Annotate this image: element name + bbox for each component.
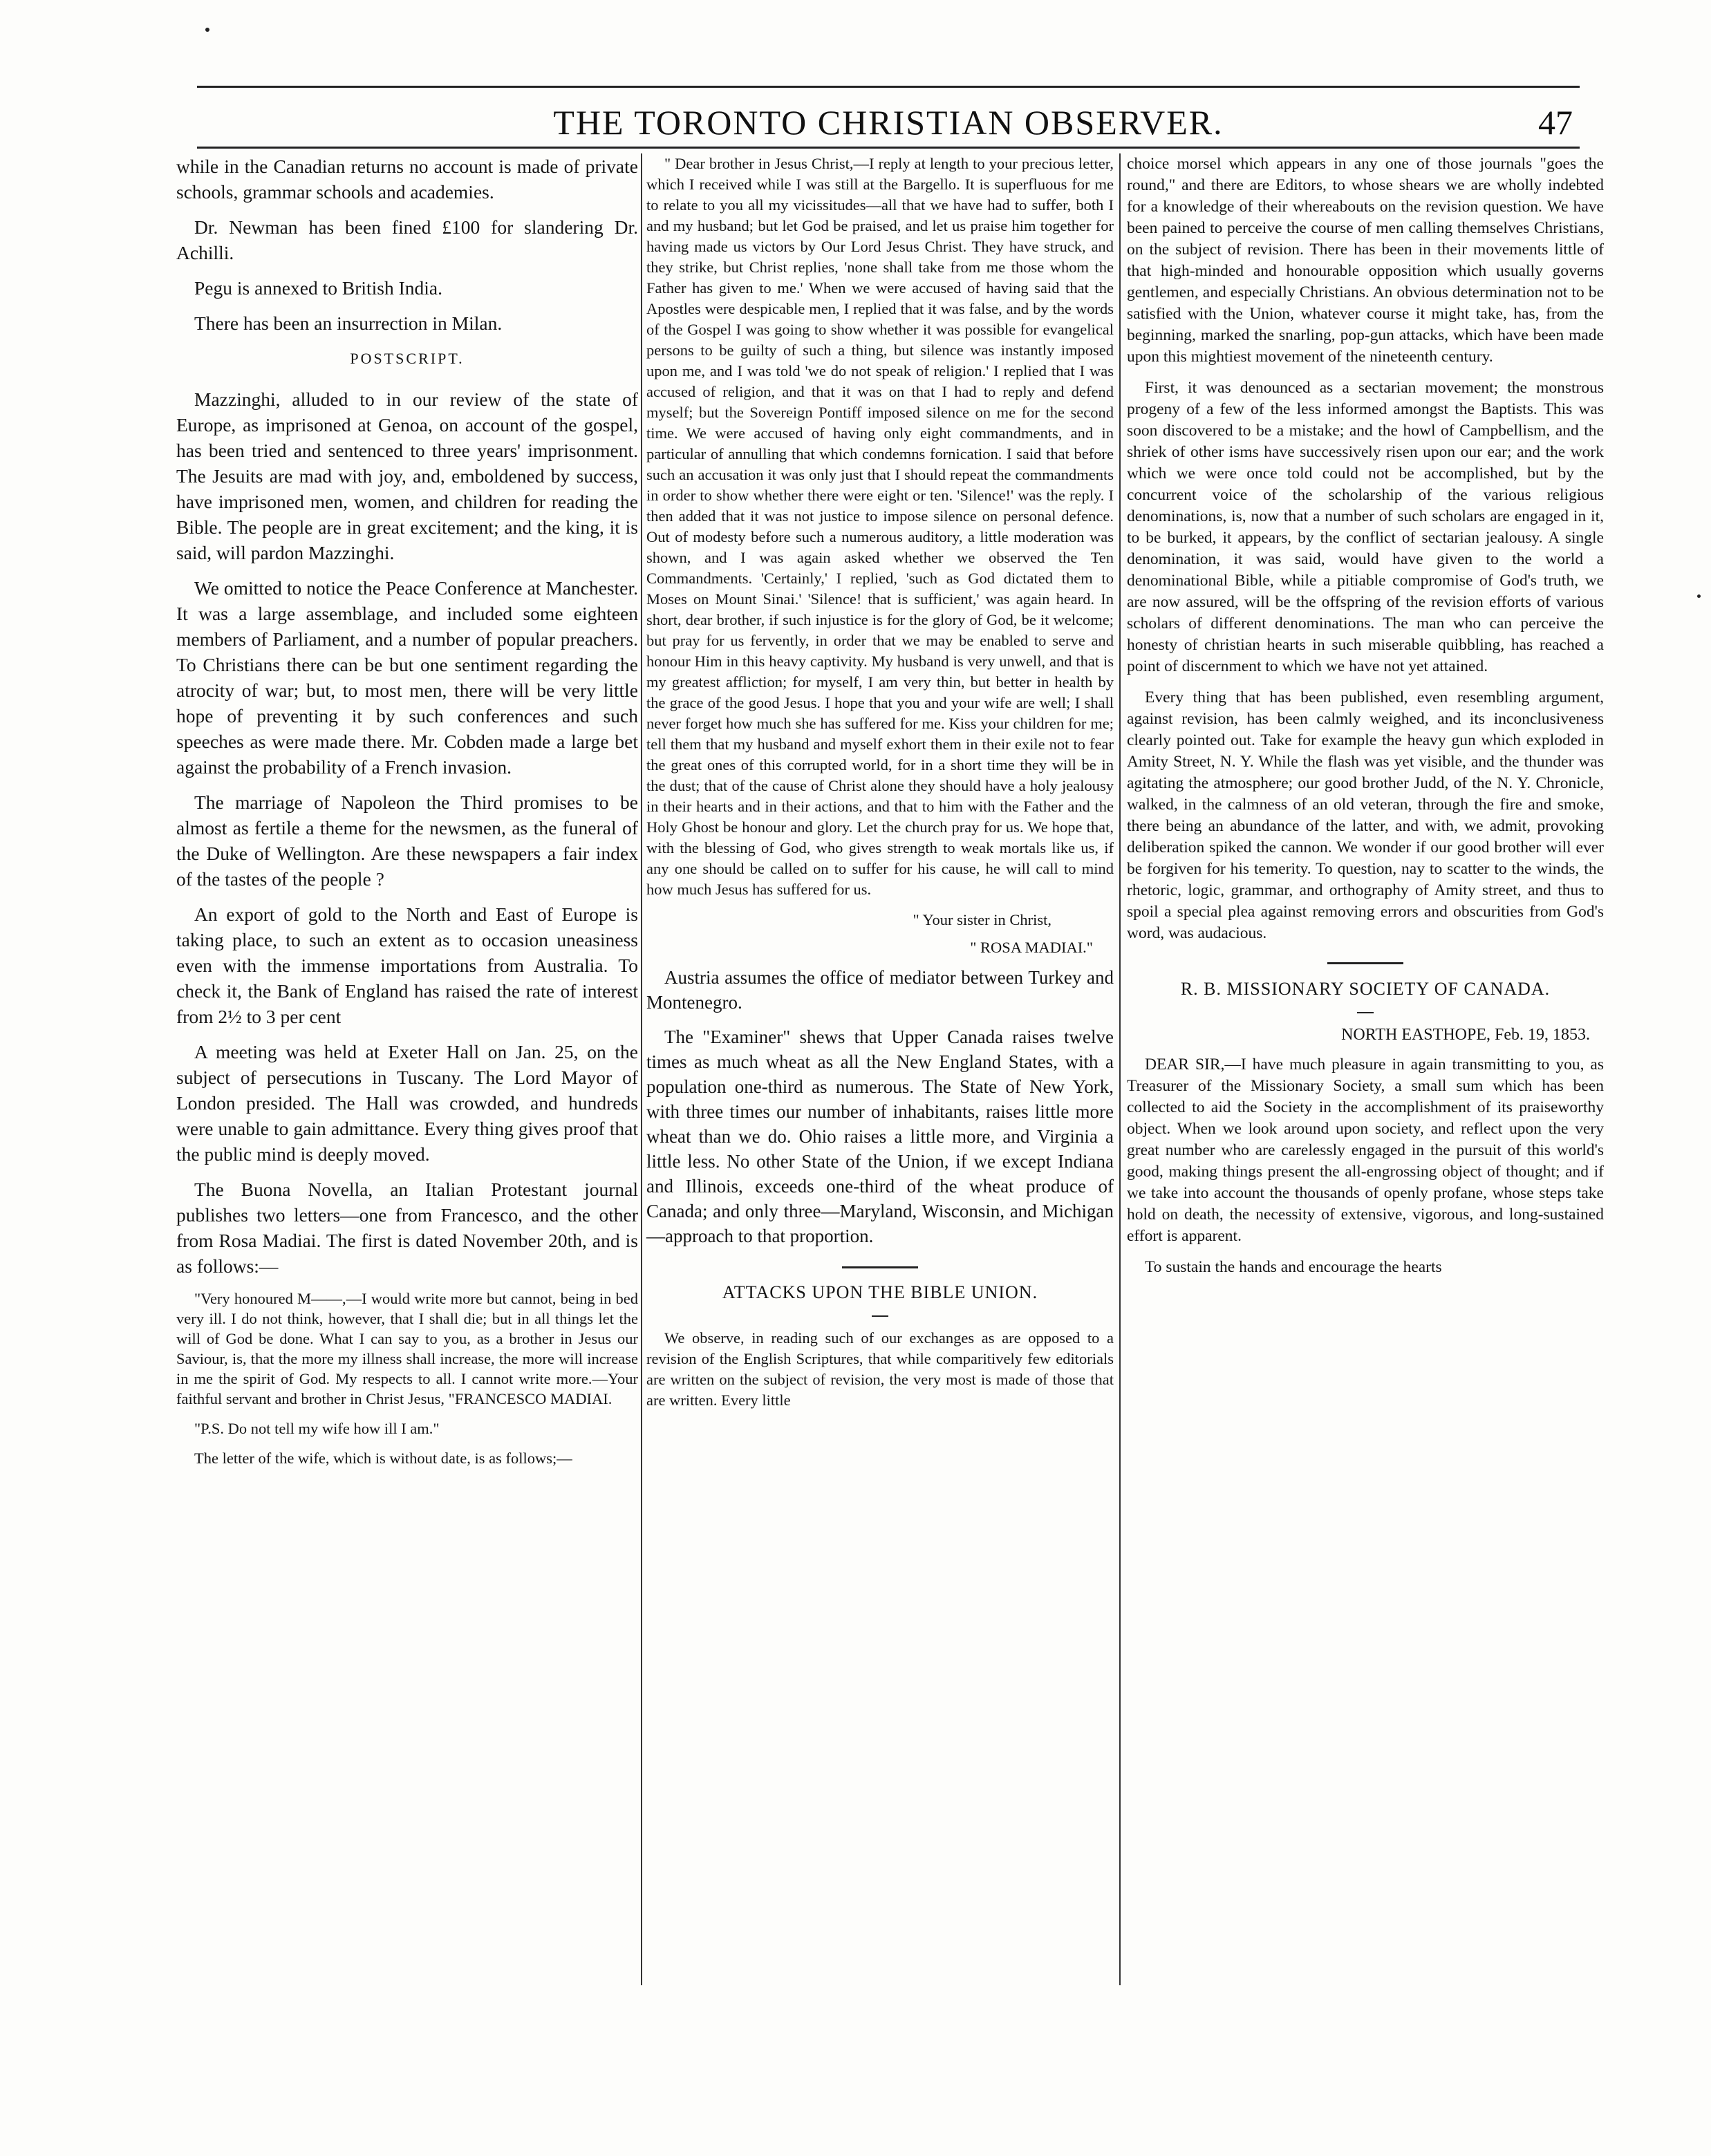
article-paragraph: Every thing that has been published, even resembling argument, against revision, has been calmly weighed, and its inconclusiveness clearly pointed out. Take for example the heavy gun which exploded in Amity Street, N. Y. While the flash was yet visible, and the thunder was agitating the atmosphere; our good brother Judd, of the N. Y. Chronicle, walked, in the calmness of an old veteran, through the fire and smoke, there being an abundance of the latter, and with, we admit, provoking deliberation spiked the cannon. We wonder if our good brother will ever be forgiven for his temerity. To question, nay to scatter to the winds, the rhetoric, logic, grammar, and orthography of Amity street, and thus to spoil a special plea against removing errors and obscurities from God's word, was audacious. — [1127, 688, 1604, 942]
page-number: 47 — [1538, 103, 1573, 142]
letter-signature-name: " ROSA MADIAI." — [970, 939, 1093, 956]
article-paragraph: We omitted to notice the Peace Conference at Manchester. It was a large assemblage, and included some eighteen members of Parliament, and a number of popular preachers. To Christians there can be but one sentiment regarding the atrocity of war; but, to most men, there will be very little hope of preventing it by such conferences and such speeches as were made there. Mr. Cobden made a large bet against the probability of a French invasion. — [176, 577, 638, 778]
section-divider — [872, 1315, 888, 1317]
article-paragraph: First, it was denounced as a sectarian movement; the monstrous progeny of a few of the less informed amongst the Baptists. This was soon discovered to be a mistake; and the howl of Campbellism, and the shriek of other isms have successively risen upon our ear; and the work which we were once told could not be accomplished, but by the concurrent voice of the scholarship of the various religious denominations, is, now that a number of such scholars are engaged in it, to be burked, it appears, by the conflict of sectarian jealousy. A single denomination, it was said, would have given to the world a denominational Bible, while a pitiable compromise of God's truth, we are now assured, will be the offspring of the revision efforts of various scholars of different denominations. The man who can perceive the honesty of christian hearts in such miserable quibbling, has reached a point of discernment to which we have not yet attained. — [1127, 379, 1604, 675]
column-rule — [641, 153, 642, 1985]
article-paragraph: The letter of the wife, which is without date, is as follows;— — [194, 1450, 572, 1467]
letter-paragraph: " Dear brother in Jesus Christ,—I reply at length to your precious letter, which I received while I was still at the Bargello. It is superfluous for me to relate to you all my vicissitudes—all that we have had to suffer, both I and my husband; but let God be praised, and let us praise him together for having made us victors by Our Lord Jesus Christ. They have struck, and they strike, but Christ replies, 'none shall take from me those whom the Father has given to me.' When we were accused of having said that the Apostles were despicable men, I replied that it was false, and by the words of the Gospel I was going to show whether it was possible for evangelical persons to be guilty of such a thing, but silence was instantly imposed upon me, and I was told 'we do not speak of religion.' I replied that I was accused of religion, and that it was on that I had to reply and defend myself; but the Sovereign Pontiff imposed silence on me for the second time. We were accused of having only eight commandments, and in particular of annulling that which condemns fornication. I said that before such an accusation it was only just that I should repeat the commandments in order to show whether there were eight or ten. 'Silence!' was the reply. I then added that it was not justice to impose silence on personal defence. Out of modesty before such a numerous auditory, a little moderation was shown, and I was again asked whether we observed the Ten Commandments. 'Certainly,' I replied, 'such as God dictated them to Moses on Mount Sinai.' 'Silence! that is sufficient,' was again heard. In short, dear brother, if such injustice is for the glory of God, be it welcome; but pray for us fervently, in order that we may be enabled to serve and honour Him in this heavy captivity. My husband is very unwell, and that is my greatest affliction; for myself, I am very thin, but better in health by the grace of the good Jesus. I hope that you and your wife are well; I shall never forget how much she has suffered for me. Kiss your children for me; tell them that my husband and myself exhort them in their exile not to fear the great ones of this corrupted world, for in a short time they will be in the dust; that of the cause of Christ alone they should have a holy jealousy in their hearts and in their actions, and that to him with the Father and the Holy Ghost be honour and glory. Let the church pray for us. We hope that, with the blessing of God, who gives strength to weak mortals like us, if any one should be called on to suffer for his cause, he will call to mind how much Jesus has suffered for us. — [646, 155, 1114, 898]
section-heading: R. B. MISSIONARY SOCIETY OF CANADA. — [1180, 979, 1551, 999]
article-paragraph: Mazzinghi, alluded to in our review of the state of Europe, as imprisoned at Genoa, on account of the gospel, has been tried and sentenced to three years' imprisonment. The Jesuits are mad with joy, and, emboldened by success, have imprisoned men, women, and children for reading the Bible. The people are in great excitement; and the king, it is said, will pardon Mazzinghi. — [176, 388, 638, 563]
article-paragraph: Dr. Newman has been fined £100 for slandering Dr. Achilli. — [176, 216, 638, 263]
letter-paragraph: DEAR SIR,—I have much pleasure in again transmitting to you, as Treasurer of the Missionary Society, a small sum which has been collected to aid the Society in the accomplishment of its praiseworthy object. When we look around upon society, and reflect upon the very great number who are carelessly engaged in the pursuit of this world's good, making things present the all-engrossing object of thought; and if we take into account the thousands of openly profane, whose steps take hold on death, the necessity of extensive, vigorous, and long-sustained effort is apparent. — [1127, 1056, 1604, 1245]
article-paragraph: Pegu is annexed to British India. — [194, 277, 442, 299]
section-heading: ATTACKS UPON THE BIBLE UNION. — [722, 1282, 1038, 1302]
column-2 — [646, 153, 1114, 1421]
article-paragraph: Austria assumes the office of mediator between Turkey and Montenegro. — [646, 967, 1114, 1013]
article-paragraph: The Buona Novella, an Italian Protestant journal publishes two letters—one from Francesco, and the other from Rosa Madiai. The first is dated November 20th, and is as follows:— — [176, 1179, 638, 1277]
column-rule — [1119, 153, 1121, 1985]
section-divider — [1327, 962, 1403, 964]
article-paragraph: The "Examiner" shews that Upper Canada raises twelve times as much wheat as all the New England States, with a population one-third as numerous. The State of New York, with three times our number of inhabitants, raises little more wheat than we do. Ohio raises a little more, and Virginia a little less. No other State of the Union, if we except Indiana and Illinois, exceeds one-third of the wheat produce of Canada; and only three—Maryland, Wisconsin, and Michigan—approach to that proportion. — [646, 1027, 1114, 1246]
print-speck — [1697, 594, 1701, 598]
article-paragraph: A meeting was held at Exeter Hall on Jan. 25, on the subject of persecutions in Tuscany. The Lord Mayor of London presided. The Hall was crowded, and hundreds were unable to gain admittance. Every thing gives proof that the public mind is deeply moved. — [176, 1041, 638, 1165]
article-paragraph: The marriage of Napoleon the Third promises to be almost as fertile a theme for the newsmen, as the funeral of the Duke of Wellington. Are these newspapers a fair index of the tastes of the people ? — [176, 791, 638, 890]
postscript-heading: POSTSCRIPT. — [350, 350, 465, 367]
column-3 — [1127, 153, 1604, 1288]
article-paragraph: choice morsel which appears in any one of those journals "goes the round," and there are Editors, to whose shears we are wholly indebted for a knowledge of their whereabouts on the revision question. We have been pained to perceive the course of men calling themselves Christians, on the subject of revision. There has been in their movements little of that high-minded and honourable opposition which usually governs gentlemen, and especially Christians. An obvious determination not to be satisfied with the Union, whatever course it might take, has, from the beginning, marked the snarling, pop-gun attacks, which have been made upon this mightiest movement of the nineteenth century. — [1127, 155, 1604, 366]
letter-postscript: "P.S. Do not tell my wife how ill I am." — [194, 1420, 440, 1437]
section-divider — [842, 1266, 918, 1268]
section-divider — [1357, 1012, 1374, 1013]
article-paragraph: We observe, in reading such of our exchanges as are opposed to a revision of the English Scriptures, that while comparitively few editorials are written on the subject of revision, the very most is made of those that are written. Every little — [646, 1329, 1114, 1409]
masthead-title: THE TORONTO CHRISTIAN OBSERVER. — [553, 103, 1224, 142]
article-paragraph: To sustain the hands and encourage the hearts — [1145, 1258, 1442, 1276]
header-rule — [197, 147, 1580, 149]
dateline: NORTH EASTHOPE, Feb. 19, 1853. — [1341, 1026, 1590, 1044]
letter-signature-line: " Your sister in Christ, — [913, 911, 1051, 928]
column-1 — [176, 153, 638, 1478]
masthead — [197, 102, 1580, 144]
print-speck — [205, 28, 209, 32]
top-rule — [197, 86, 1580, 88]
article-paragraph: while in the Canadian returns no account is made of private schools, grammar schools and academies. — [176, 156, 638, 203]
article-paragraph: An export of gold to the North and East of Europe is taking place, to such an extent as to occasion uneasiness even with the immense importations from Australia. To check it, the Bank of England has raised the rate of interest from 2½ to 3 per cent — [176, 903, 638, 1027]
letter-paragraph: "Very honoured M——,—I would write more but cannot, being in bed very ill. I do not think, however, that I shall die; but in all things let the will of God be done. What I can say to you, as a brother in Jesus our Saviour, is, that the more my illness shall increase, the more will increase in me the spirit of God. My respects to all. I cannot write more.—Your faithful servant and brother in Christ Jesus, "FRANCESCO MADIAI. — [176, 1290, 638, 1407]
article-paragraph: There has been an insurrection in Milan. — [194, 312, 503, 334]
